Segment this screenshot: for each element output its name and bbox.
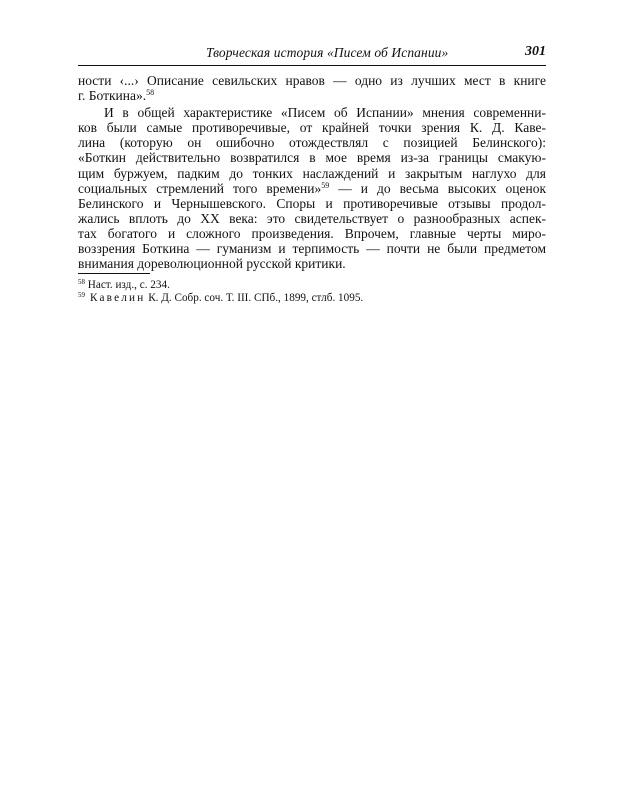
footnotes <box>78 279 546 305</box>
footnote-author: Кавелин <box>85 291 146 304</box>
text-line: щим буржуем, падким до тонких наслаждений и закрытым наглухо для <box>78 165 546 181</box>
footnote-59 <box>78 292 546 305</box>
paragraph-2 <box>78 105 546 271</box>
text-line: И в общей характеристике «Писем об Испании» мнения современни- <box>104 105 546 121</box>
text-run: — и до весьма высоких оценок <box>329 180 546 196</box>
text-line: тах богатого и сложного произведения. Впрочем, главные черты миро- <box>78 225 546 241</box>
text-line: Белинского и Чернышевского. Споры и противоречивые отзывы продол- <box>78 195 546 211</box>
body-text <box>78 73 546 271</box>
text-line: внимания дореволюционной русской критики. <box>78 256 346 272</box>
footnote-number: 59 <box>78 290 85 299</box>
footnote-ref-58[interactable]: 58 <box>146 88 155 98</box>
text-run: социальных стремлений того времени» <box>78 180 322 196</box>
text-line <box>78 88 546 103</box>
text-line: лина (которую он ошибочно отождествлял с позицией Белинского): <box>78 135 546 151</box>
footnote-text: К. Д. Собр. соч. Т. III. СПб., 1899, стлб. 1095. <box>145 291 364 304</box>
text-line: «Боткин действительно возвратился в мое время из-за границы смакую- <box>78 150 546 166</box>
footnote-ref-59[interactable]: 59 <box>321 180 330 190</box>
text-line: воззрения Боткина — гуманизм и терпимость — почти не были предметом <box>78 241 546 257</box>
text-line: ков были самые противоречивые, от крайней точки зрения К. Д. Каве- <box>78 120 546 136</box>
text-line: ности ‹...› Описание севильских нравов — одно из лучших мест в книге <box>78 73 546 88</box>
footnote-58 <box>78 279 546 292</box>
text-line: жались вплоть до XX века: это свидетельствует о разнообразных аспек- <box>78 210 546 226</box>
running-header <box>78 44 546 64</box>
text-line <box>78 181 546 196</box>
page-number: 301 <box>525 44 546 59</box>
footnote-rule <box>78 273 150 274</box>
footnote-number: 58 <box>78 278 85 286</box>
header-rule <box>78 65 546 66</box>
text-run: г. Боткина». <box>78 88 147 104</box>
footnote-text: Наст. изд., с. 234. <box>85 279 170 291</box>
paragraph-1 <box>78 73 546 103</box>
running-title: Творческая история «Писем об Испании» <box>206 45 449 60</box>
